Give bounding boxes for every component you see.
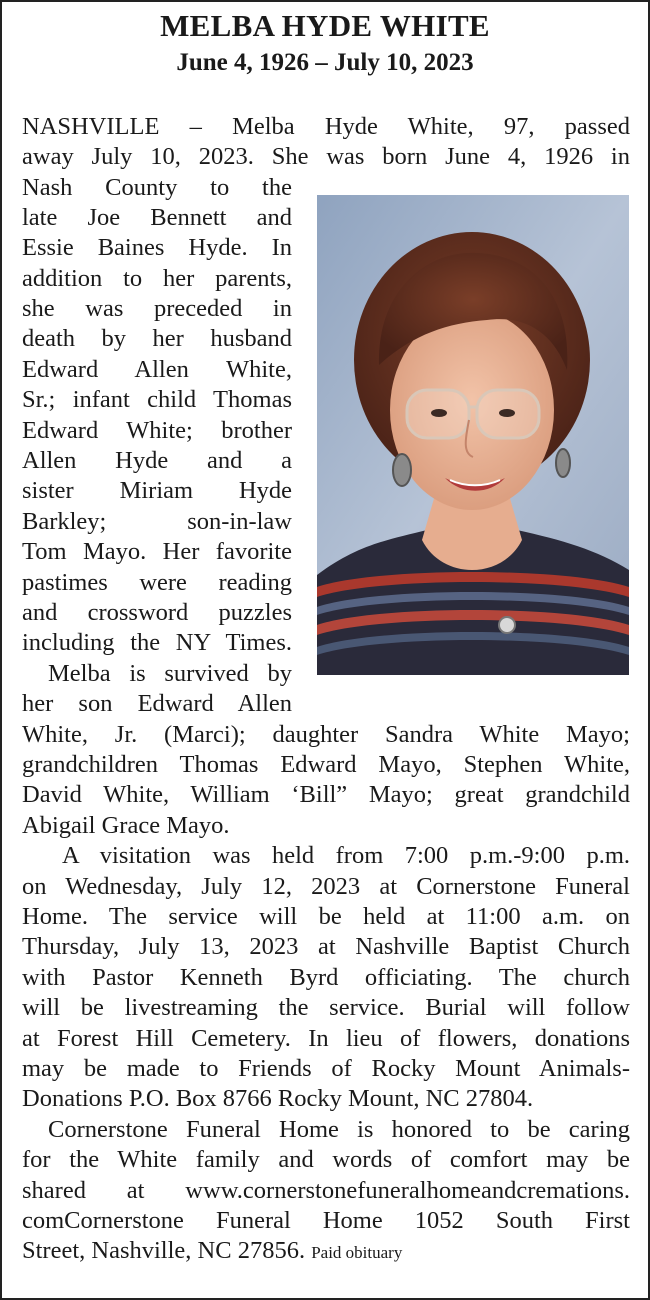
- body-line: Allen Hyde and a: [22, 447, 292, 474]
- body-line: Tom Mayo. Her favorite: [22, 538, 292, 565]
- body-line: will be livestreaming the service. Burial will follow: [22, 994, 630, 1021]
- body-line: pastimes were reading: [22, 569, 292, 596]
- body-line: for the White family and words of comfort may be: [22, 1146, 630, 1173]
- body-line: grandchildren Thomas Edward Mayo, Stephen White,: [22, 751, 630, 778]
- body-line: sister Miriam Hyde: [22, 477, 292, 504]
- life-dates: June 4, 1926 – July 10, 2023: [176, 49, 474, 76]
- body-line: Thursday, July 13, 2023 at Nashville Baptist Church: [22, 933, 630, 960]
- body-line: with Pastor Kenneth Byrd officiating. The church: [22, 964, 630, 991]
- body-line: Nash County to the: [22, 174, 292, 201]
- body-line: Barkley; son-in-law: [22, 508, 292, 535]
- body-line-final: [22, 1236, 402, 1268]
- body-line: at Forest Hill Cemetery. In lieu of flowers, donations: [22, 1025, 630, 1052]
- body-line: including the NY Times.: [22, 629, 292, 656]
- portrait-photo: [317, 195, 629, 675]
- portrait-illustration: [317, 195, 629, 675]
- body-line: NASHVILLE – Melba Hyde White, 97, passed: [22, 113, 630, 140]
- body-line: Donations P.O. Box 8766 Rocky Mount, NC 27804.: [22, 1085, 534, 1112]
- body-line: late Joe Bennett and: [22, 204, 292, 231]
- body-line: White, Jr. (Marci); daughter Sandra White Mayo;: [22, 721, 630, 748]
- deceased-name: MELBA HYDE WHITE: [160, 8, 490, 43]
- body-line: may be made to Friends of Rocky Mount Animals-: [22, 1055, 630, 1082]
- body-line: comCornerstone Funeral Home 1052 South First: [22, 1207, 630, 1234]
- body-line: shared at www.cornerstonefuneralhomeandcremations.: [22, 1177, 630, 1204]
- body-line: Edward Allen White,: [22, 356, 292, 383]
- body-line: Melba is survived by: [48, 660, 292, 687]
- body-line: A visitation was held from 7:00 p.m.-9:00 p.m.: [62, 842, 630, 869]
- body-line: death by her husband: [22, 325, 292, 352]
- paid-obituary-label: Paid obituary: [311, 1243, 403, 1262]
- body-line: David White, William ‘Bill” Mayo; great grandchild: [22, 781, 630, 808]
- body-line: Edward White; brother: [22, 417, 292, 444]
- body-line: and crossword puzzles: [22, 599, 292, 626]
- body-line: addition to her parents,: [22, 265, 292, 292]
- body-line: her son Edward Allen: [22, 690, 292, 717]
- body-line: she was preceded in: [22, 295, 292, 322]
- body-line: on Wednesday, July 12, 2023 at Cornerstone Funeral: [22, 873, 630, 900]
- body-line: Home. The service will be held at 11:00 a.m. on: [22, 903, 630, 930]
- address-text: Street, Nashville, NC 27856.: [22, 1237, 306, 1264]
- body-line: Sr.; infant child Thomas: [22, 386, 292, 413]
- body-line: away July 10, 2023. She was born June 4, 1926 in: [22, 143, 630, 170]
- body-line: Essie Baines Hyde. In: [22, 234, 292, 261]
- body-line: Abigail Grace Mayo.: [22, 812, 230, 839]
- body-line: Cornerstone Funeral Home is honored to be caring: [48, 1116, 630, 1143]
